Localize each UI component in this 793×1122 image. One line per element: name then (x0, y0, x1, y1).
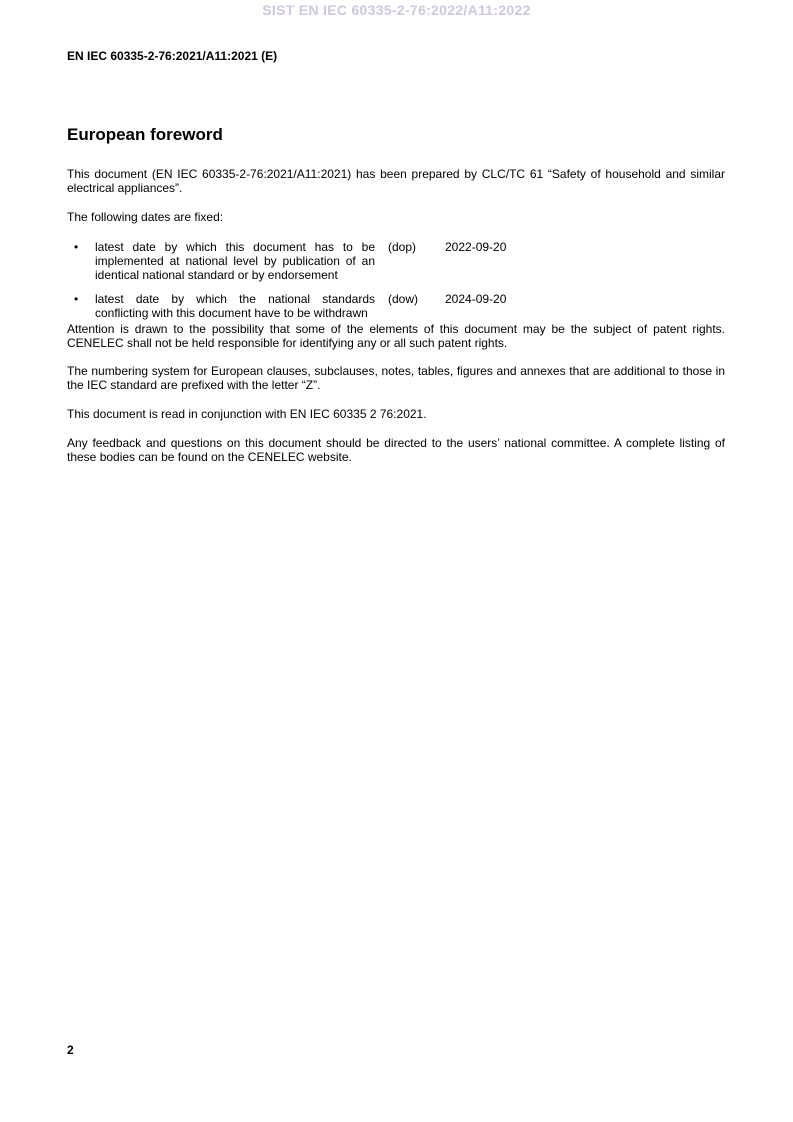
date-value: 2024-09-20 (445, 291, 507, 306)
date-value: 2022-09-20 (445, 240, 507, 255)
conjunction-notice-paragraph: This document is read in conjunction with EN IEC 60335 2 76:2021. (67, 406, 427, 421)
dates-list (67, 241, 725, 322)
watermark: SIST EN IEC 60335-2-76:2022/A11:2022 (262, 2, 531, 18)
date-description: latest date by which this document has to be implemented at national level by publication of an identical national standard or by endorsement (95, 240, 375, 282)
numbering-notice-paragraph: The numbering system for European clauses, subclauses, notes, tables, figures and annexes that are additional to those in the IEC standard are prefixed with the letter “Z”. (67, 364, 725, 393)
bullet-icon: • (74, 291, 79, 306)
feedback-notice-paragraph: Any feedback and questions on this document should be directed to the users’ national committee. A complete listing of these bodies can be found on the CENELEC website. (67, 435, 725, 464)
foreword-body (67, 168, 725, 479)
date-item-dow (67, 293, 725, 323)
document-id-header: EN IEC 60335-2-76:2021/A11:2021 (E) (67, 49, 278, 63)
date-item-dop (67, 241, 725, 282)
bullet-icon: • (74, 240, 79, 255)
dates-intro-paragraph: The following dates are fixed: (67, 209, 224, 224)
date-code: (dow) (388, 291, 419, 306)
page-number: 2 (67, 1043, 74, 1057)
patent-notice-paragraph: Attention is drawn to the possibility that some of the elements of this document may be the subject of patent rights. CENELEC shall not be held responsible for identifying any or all such patent rights. (67, 321, 725, 350)
date-code: (dop) (388, 240, 417, 255)
intro-paragraph: This document (EN IEC 60335-2-76:2021/A11:2021) has been prepared by CLC/TC 61 “Safety of household and similar electrical appliances”. (67, 167, 725, 195)
date-description: latest date by which the national standards conflicting with this document have to be withdrawn (95, 291, 375, 320)
section-title: European foreword (67, 125, 223, 144)
